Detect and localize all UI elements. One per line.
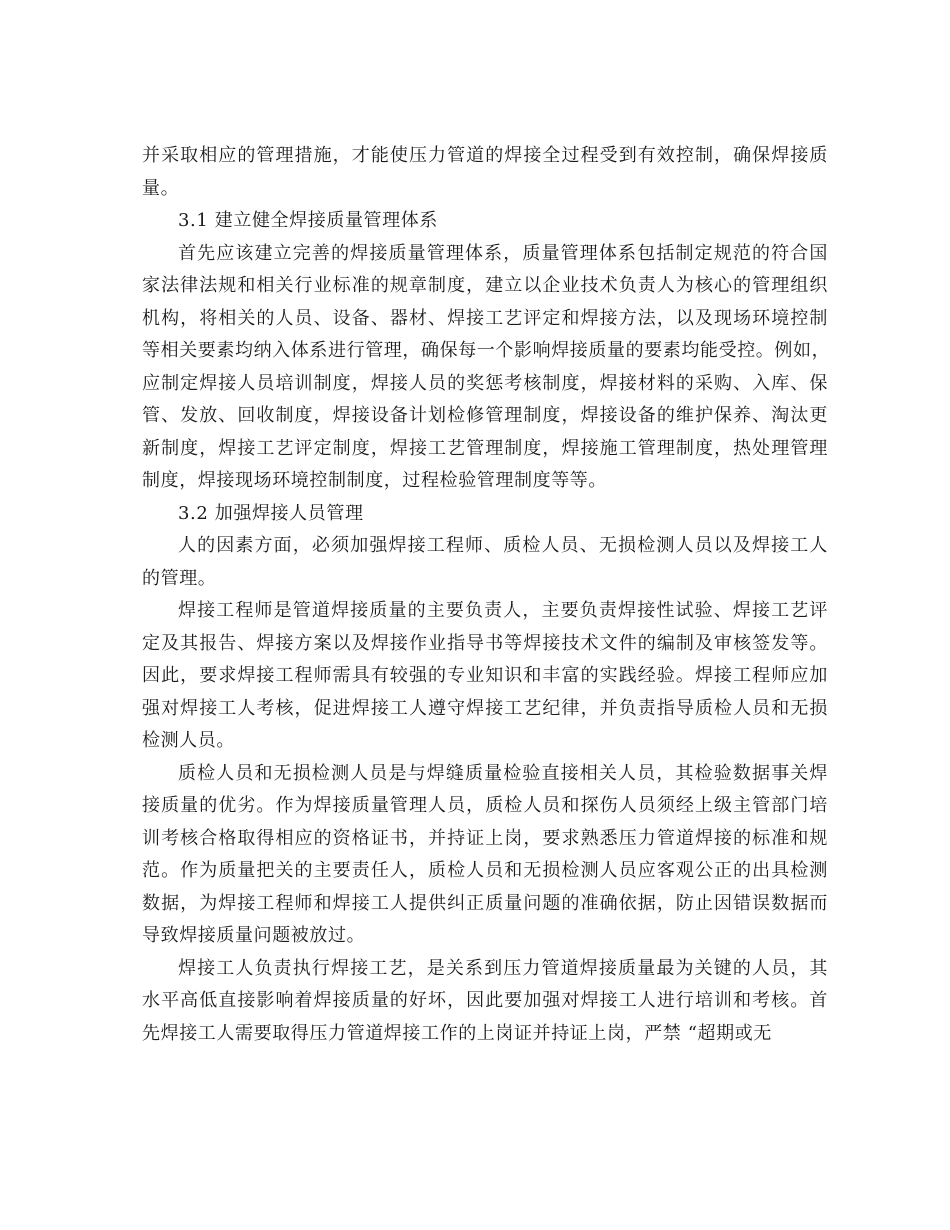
text-line: 首先应该建立完善的焊接质量管理体系，质量管理体系包括制定规范的符合国 bbox=[178, 242, 828, 264]
text-line: 先焊接工人需要取得压力管道焊接工作的上岗证并持证上岗，严禁 “超期或无 bbox=[142, 1022, 772, 1044]
paragraph bbox=[142, 530, 828, 595]
text-line: 人的因素方面，必须加强焊接工程师、质检人员、无损检测人员以及焊接工人 bbox=[178, 535, 828, 556]
text-line: 质检人员和无损检测人员是与焊缝质量检验直接相关人员，其检验数据事关焊 bbox=[178, 762, 828, 784]
text-line: 焊接工程师是管道焊接质量的主要负责人，主要负责焊接性试验、焊接工艺评 bbox=[178, 600, 828, 621]
paragraph bbox=[142, 595, 828, 758]
text-line: 数据，为焊接工程师和焊接工人提供纠正质量问题的准确依据，防止因错误数据而 bbox=[142, 892, 828, 914]
text-line: 训考核合格取得相应的资格证书，并持证上岗，要求熟悉压力管道焊接的标准和规 bbox=[142, 827, 828, 849]
section-heading: 3.1 建立健全焊接质量管理体系 bbox=[178, 210, 438, 231]
text-line: 强对焊接工人考核，促进焊接工人遵守焊接工艺纪律，并负责指导质检人员和无损 bbox=[142, 697, 828, 719]
paragraph bbox=[142, 953, 828, 1051]
paragraph bbox=[142, 140, 828, 205]
text-line: 定及其报告、焊接方案以及焊接作业指导书等焊接技术文件的编制及审核签发等。 bbox=[142, 632, 828, 654]
text-line: 并采取相应的管理措施，才能使压力管道的焊接全过程受到有效控制，确保焊接质 bbox=[142, 145, 828, 166]
text-line: 范。作为质量把关的主要责任人，质检人员和无损检测人员应客观公正的出具检测 bbox=[142, 860, 828, 881]
text-line: 导致焊接质量问题被放过。 bbox=[142, 925, 366, 946]
text-line: 等相关要素均纳入体系进行管理，确保每一个影响焊接质量的要素均能受控。例如， bbox=[142, 340, 831, 361]
paragraph bbox=[142, 758, 828, 953]
text-line: 水平高低直接影响着焊接质量的好坏，因此要加强对焊接工人进行培训和考核。首 bbox=[142, 990, 828, 1011]
text-line: 制度，焊接现场环境控制制度，过程检验管理制度等等。 bbox=[142, 470, 607, 491]
text-line: 新制度，焊接工艺评定制度，焊接工艺管理制度，焊接施工管理制度，热处理管理 bbox=[142, 437, 828, 459]
text-line: 量。 bbox=[142, 177, 180, 199]
text-line: 接质量的优劣。作为焊接质量管理人员，质检人员和探伤人员须经上级主管部门培 bbox=[142, 795, 828, 816]
text-line: 管、发放、回收制度，焊接设备计划检修管理制度，焊接设备的维护保养、淘汰更 bbox=[142, 405, 828, 426]
document-body bbox=[142, 140, 831, 1050]
text-line: 机构，将相关的人员、设备、器材、焊接工艺评定和焊接方法，以及现场环境控制 bbox=[142, 307, 828, 329]
text-line: 家法律法规和相关行业标准的规章制度，建立以企业技术负责人为核心的管理组织 bbox=[142, 275, 828, 296]
paragraph bbox=[142, 238, 831, 498]
text-line: 应制定焊接人员培训制度，焊接人员的奖惩考核制度，焊接材料的采购、入库、保 bbox=[142, 372, 828, 394]
section-heading: 3.2 加强焊接人员管理 bbox=[178, 502, 364, 524]
text-line: 因此，要求焊接工程师需具有较强的专业知识和丰富的实践经验。焊接工程师应加 bbox=[142, 665, 828, 686]
text-line: 检测人员。 bbox=[142, 730, 235, 751]
text-line: 焊接工人负责执行焊接工艺，是关系到压力管道焊接质量最为关键的人员，其 bbox=[178, 957, 828, 979]
text-line: 的管理。 bbox=[142, 567, 217, 589]
